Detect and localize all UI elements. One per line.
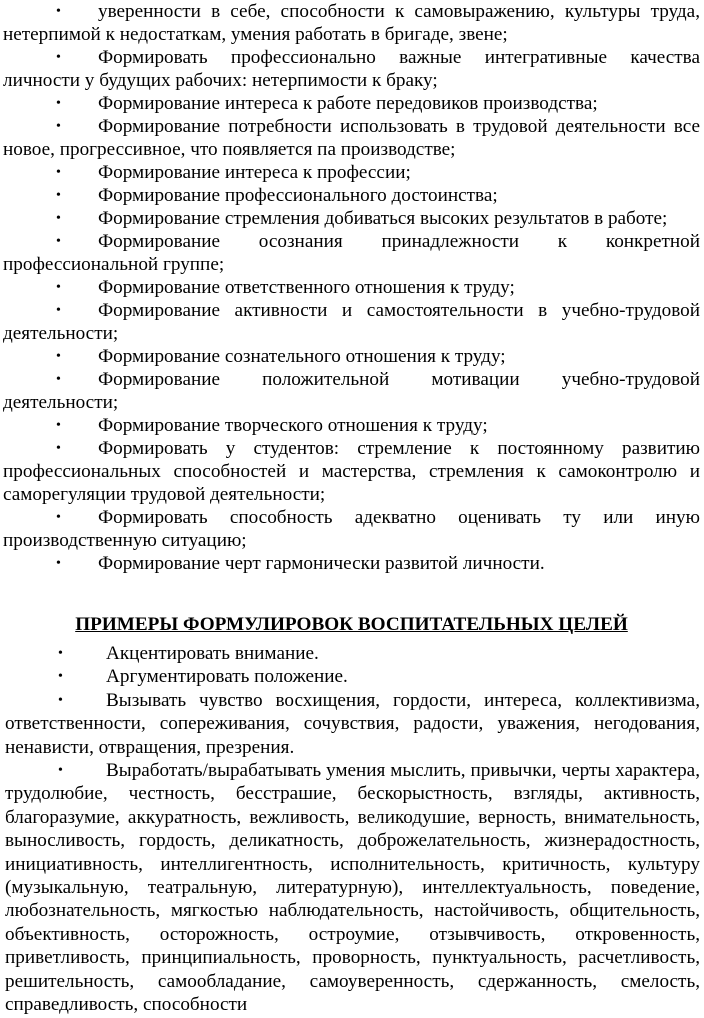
- list-item: [5, 689, 700, 759]
- bullet-icon: •: [56, 165, 61, 180]
- list-item: [3, 506, 700, 552]
- list-item: [3, 552, 700, 575]
- bullet-icon: •: [56, 418, 61, 433]
- list-item-text: Формировать профессионально важные интегративные качества личности у будущих рабочих: нетерпимости к браку;: [3, 47, 700, 91]
- list-item-text: Формирование интереса к работе передовиков производства;: [98, 93, 598, 114]
- list-item: [3, 0, 700, 46]
- bullet-icon: •: [58, 646, 63, 661]
- list-item-text: Формирование профессионального достоинства;: [98, 185, 498, 206]
- list-item: [3, 161, 700, 184]
- bullet-icon: •: [56, 349, 61, 364]
- list-item: [3, 299, 700, 345]
- bullet-icon: •: [58, 692, 63, 708]
- qualities-list: [3, 0, 700, 575]
- bullet-icon: •: [56, 50, 61, 65]
- list-item-text: Формирование творческого отношения к труду;: [98, 415, 488, 436]
- bullet-icon: •: [56, 234, 61, 249]
- bullet-icon: •: [56, 441, 61, 456]
- section-heading: ПРИМЕРЫ ФОРМУЛИРОВОК ВОСПИТАТЕЛЬНЫХ ЦЕЛЕЙ: [75, 614, 628, 635]
- list-item-text: Формирование положительной мотивации учебно-трудовой деятельности;: [3, 369, 700, 413]
- list-item-text: Формирование стремления добиваться высоких результатов в работе;: [98, 208, 668, 229]
- list-item: [3, 92, 700, 115]
- list-item-text: Формирование интереса к профессии;: [98, 162, 411, 183]
- list-item: [3, 345, 700, 368]
- bullet-icon: •: [56, 372, 61, 387]
- list-item: [3, 46, 700, 92]
- list-item-text: Вызывать чувство восхищения, гордости, интереса, коллективизма, ответственности, сопереживания, сочувствия, радости, уважения, негодования, ненависти, отвращения, презрения.: [5, 689, 700, 758]
- list-item-text: Формировать способность адекватно оценивать ту или иную производственную ситуацию;: [3, 507, 700, 551]
- list-item-text: Формирование сознательного отношения к труду;: [98, 346, 506, 367]
- list-item: [3, 368, 700, 414]
- bullet-icon: •: [56, 280, 61, 295]
- bullet-icon: •: [58, 763, 63, 779]
- list-item: [3, 184, 700, 207]
- bullet-icon: •: [56, 510, 61, 525]
- list-item-text: Выработать/вырабатывать умения мыслить, привычки, черты характера, трудолюбие, честность, бесстрашие, бескорыстность, взгляды, активность, благоразумие, аккуратность, вежливость, великодушие, верность, внимательность, выносливость, гордость, деликатность, доброжелательность, жизнерадостность, инициативность, интеллигентность, исполнительность, критичность, культуру (музыкальную, театральную, литературную), интеллектуальность, поведение, любознательность, мягкостью наблюдательность, настойчивость, общительность, объективность, осторожность, остроумие, отзывчивость, откровенность, приветливость, принципиальность, проворность, пунктуальность, расчетливость, решительность, самообладание, самоуверенность, сдержанность, смелость, справедливость, способности: [5, 760, 700, 1016]
- list-item: [3, 414, 700, 437]
- list-item-text: Акцентировать внимание.: [106, 643, 319, 664]
- list-item-text: Формирование ответственного отношения к труду;: [98, 277, 515, 298]
- list-item: [3, 115, 700, 161]
- list-item-text: Формировать у студентов: стремление к постоянному развитию профессиональных способностей и мастерства, стремления к самоконтролю и саморегуляции трудовой деятельности;: [3, 438, 700, 505]
- list-item: [3, 276, 700, 299]
- list-item-text: Формирование черт гармонически развитой личности.: [98, 553, 545, 574]
- bullet-icon: •: [56, 211, 61, 226]
- bullet-icon: •: [56, 188, 61, 203]
- examples-list: [5, 642, 700, 1017]
- list-item-text: Аргументировать положение.: [106, 666, 348, 688]
- bullet-icon: •: [56, 96, 61, 111]
- bullet-icon: •: [56, 119, 61, 134]
- bullet-icon: •: [56, 303, 61, 318]
- list-item: [3, 230, 700, 276]
- list-item-text: Формирование осознания принадлежности к конкретной профессиональной группе;: [3, 231, 700, 275]
- list-item-text: Формирование активности и самостоятельности в учебно-трудовой деятельности;: [3, 300, 700, 344]
- list-item: [5, 665, 700, 688]
- list-item-text: Формирование потребности использовать в трудовой деятельности все новое, прогрессивное, что появляется па производстве;: [3, 116, 700, 160]
- bullet-icon: •: [56, 4, 61, 19]
- list-item: [3, 207, 700, 230]
- list-item: [5, 759, 700, 1016]
- list-item-text: уверенности в себе, способности к самовыражению, культуры труда, нетерпимой к недостаткам, умения работать в бригаде, звене;: [3, 1, 700, 45]
- bullet-icon: •: [58, 669, 63, 685]
- bullet-icon: •: [56, 556, 61, 571]
- list-item: [3, 437, 700, 506]
- list-item: [5, 642, 700, 665]
